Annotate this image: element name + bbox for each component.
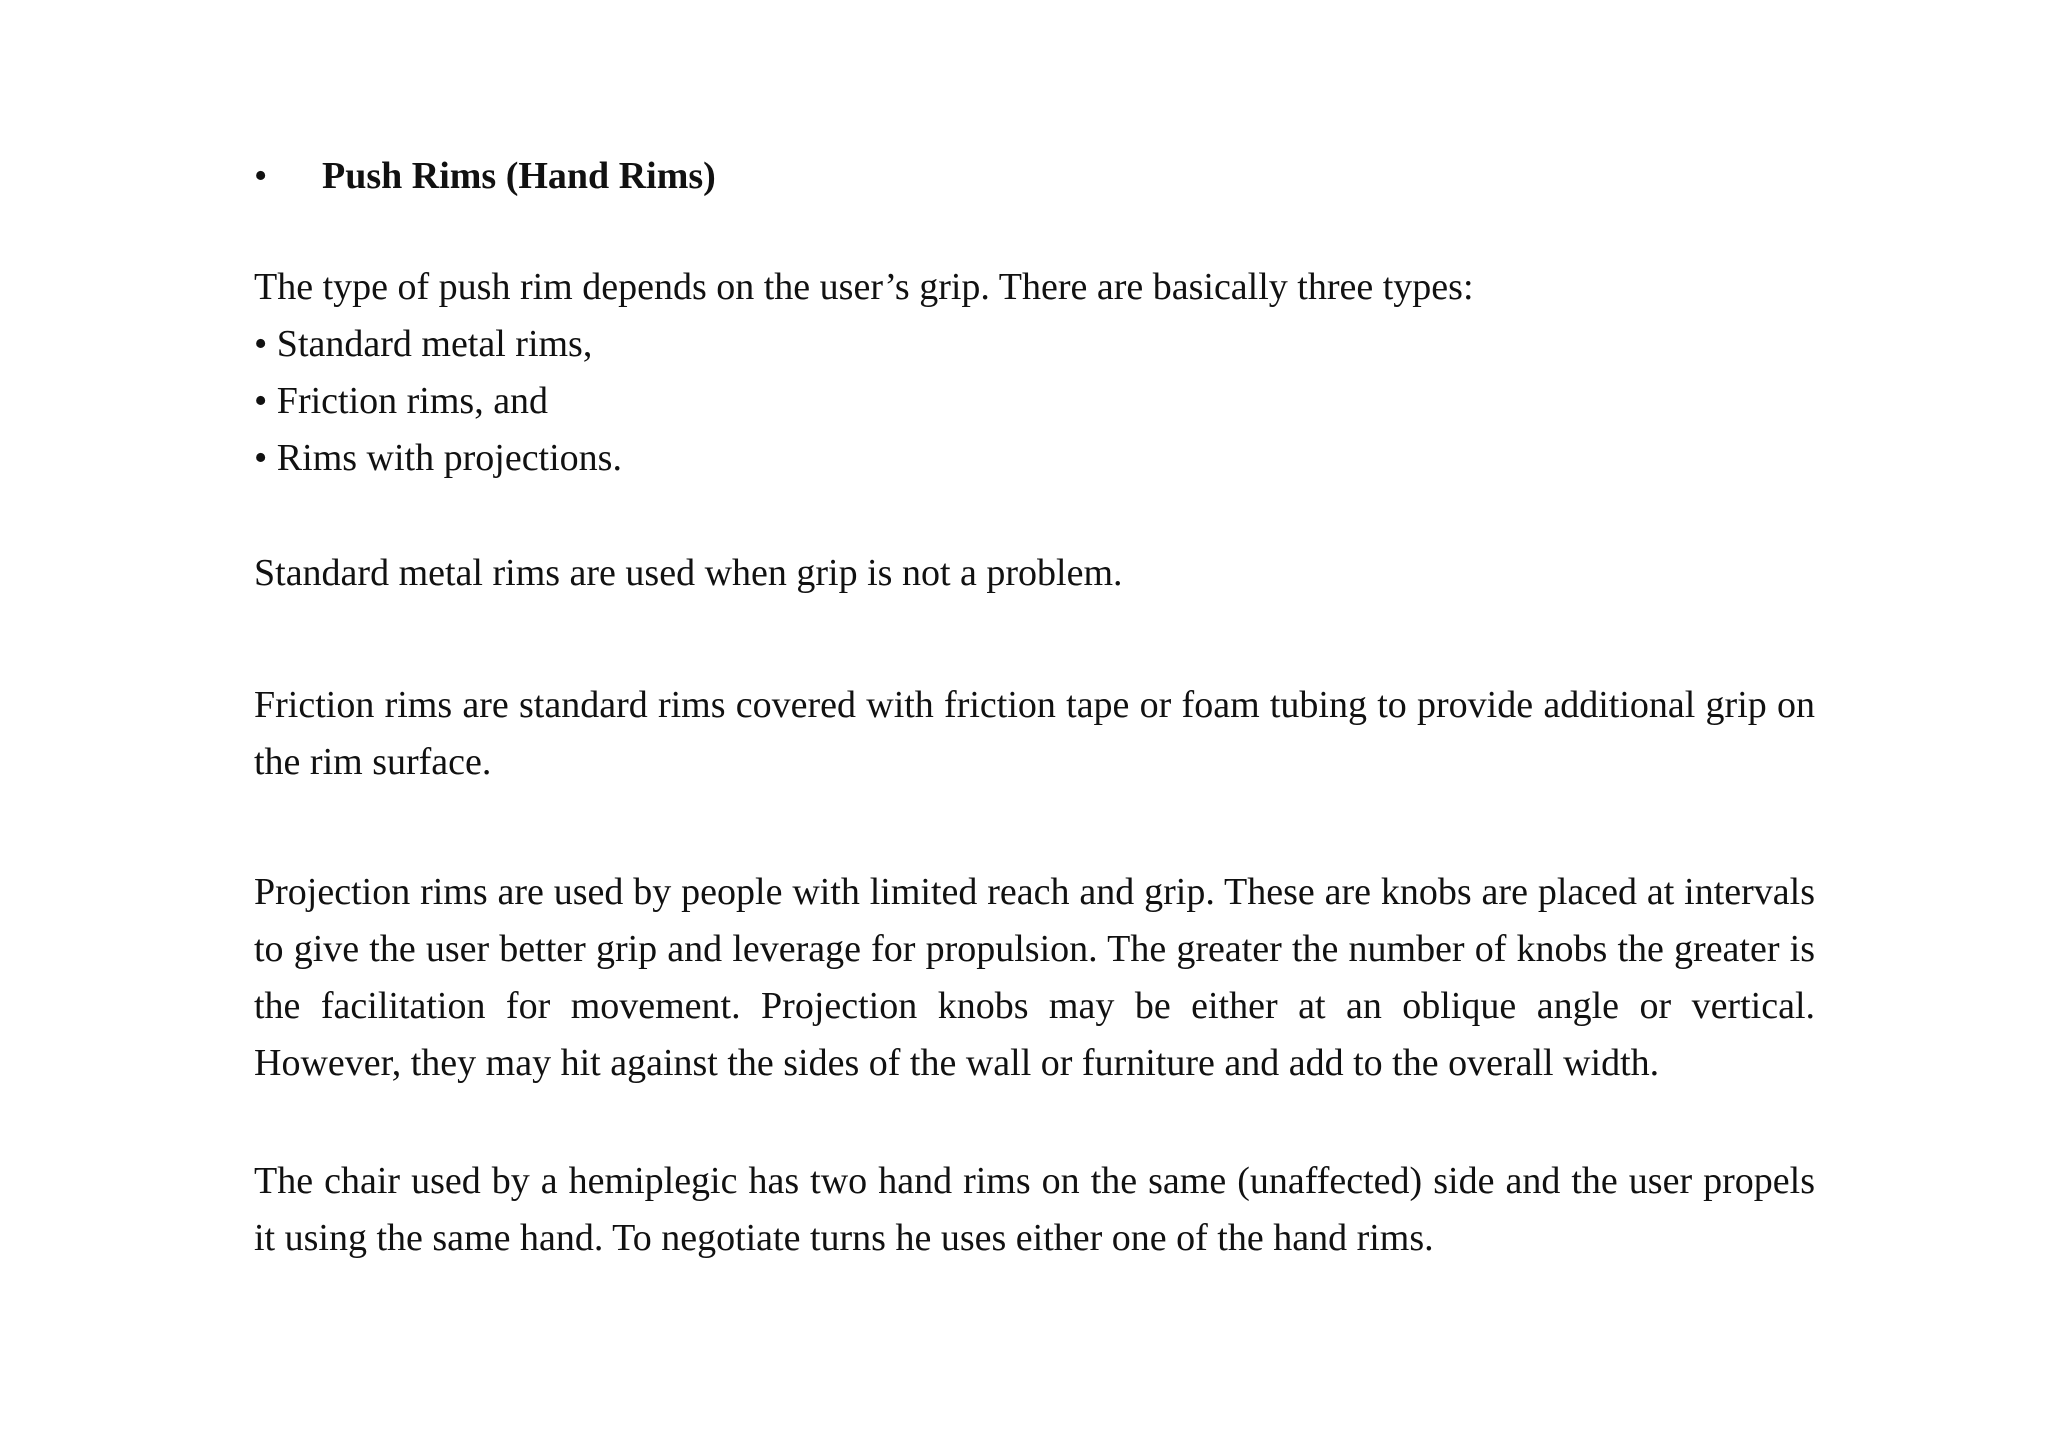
intro-text: The type of push rim depends on the user’s grip. There are basically three types:: [254, 266, 1474, 308]
paragraph-text: Projection rims are used by people with limited reach and grip. These are knobs are placed at intervals to give the user better grip and leverage for propulsion. The greater the number of knobs the greater is the facilitation for movement. Projection knobs may be either at an oblique angle or vertical. However, they may hit against the sides of the wall or furniture and add to the overall width.: [254, 871, 1815, 1084]
paragraph-standard-rims: [254, 545, 1815, 602]
paragraph-text: Standard metal rims are used when grip is not a problem.: [254, 552, 1123, 594]
paragraph-text: The chair used by a hemiplegic has two hand rims on the same (unaffected) side and the user propels it using the same hand. To negotiate turns he uses either one of the hand rims.: [254, 1160, 1815, 1259]
list-item: • Standard metal rims,: [254, 323, 593, 365]
list-item: • Friction rims, and: [254, 380, 549, 422]
intro-block: [254, 259, 1815, 487]
rim-types-list: [254, 316, 1815, 487]
heading-title: Push Rims (Hand Rims): [322, 155, 716, 197]
paragraph-projection-rims: [254, 864, 1815, 1092]
paragraph-friction-rims: [254, 677, 1815, 791]
paragraph-text: Friction rims are standard rims covered with friction tape or foam tubing to provide additional grip on the rim surface.: [254, 684, 1815, 783]
heading-bullet: •: [254, 155, 268, 197]
list-item: • Rims with projections.: [254, 437, 622, 479]
section-heading: [254, 148, 716, 204]
paragraph-hemiplegic-chair: [254, 1153, 1815, 1267]
